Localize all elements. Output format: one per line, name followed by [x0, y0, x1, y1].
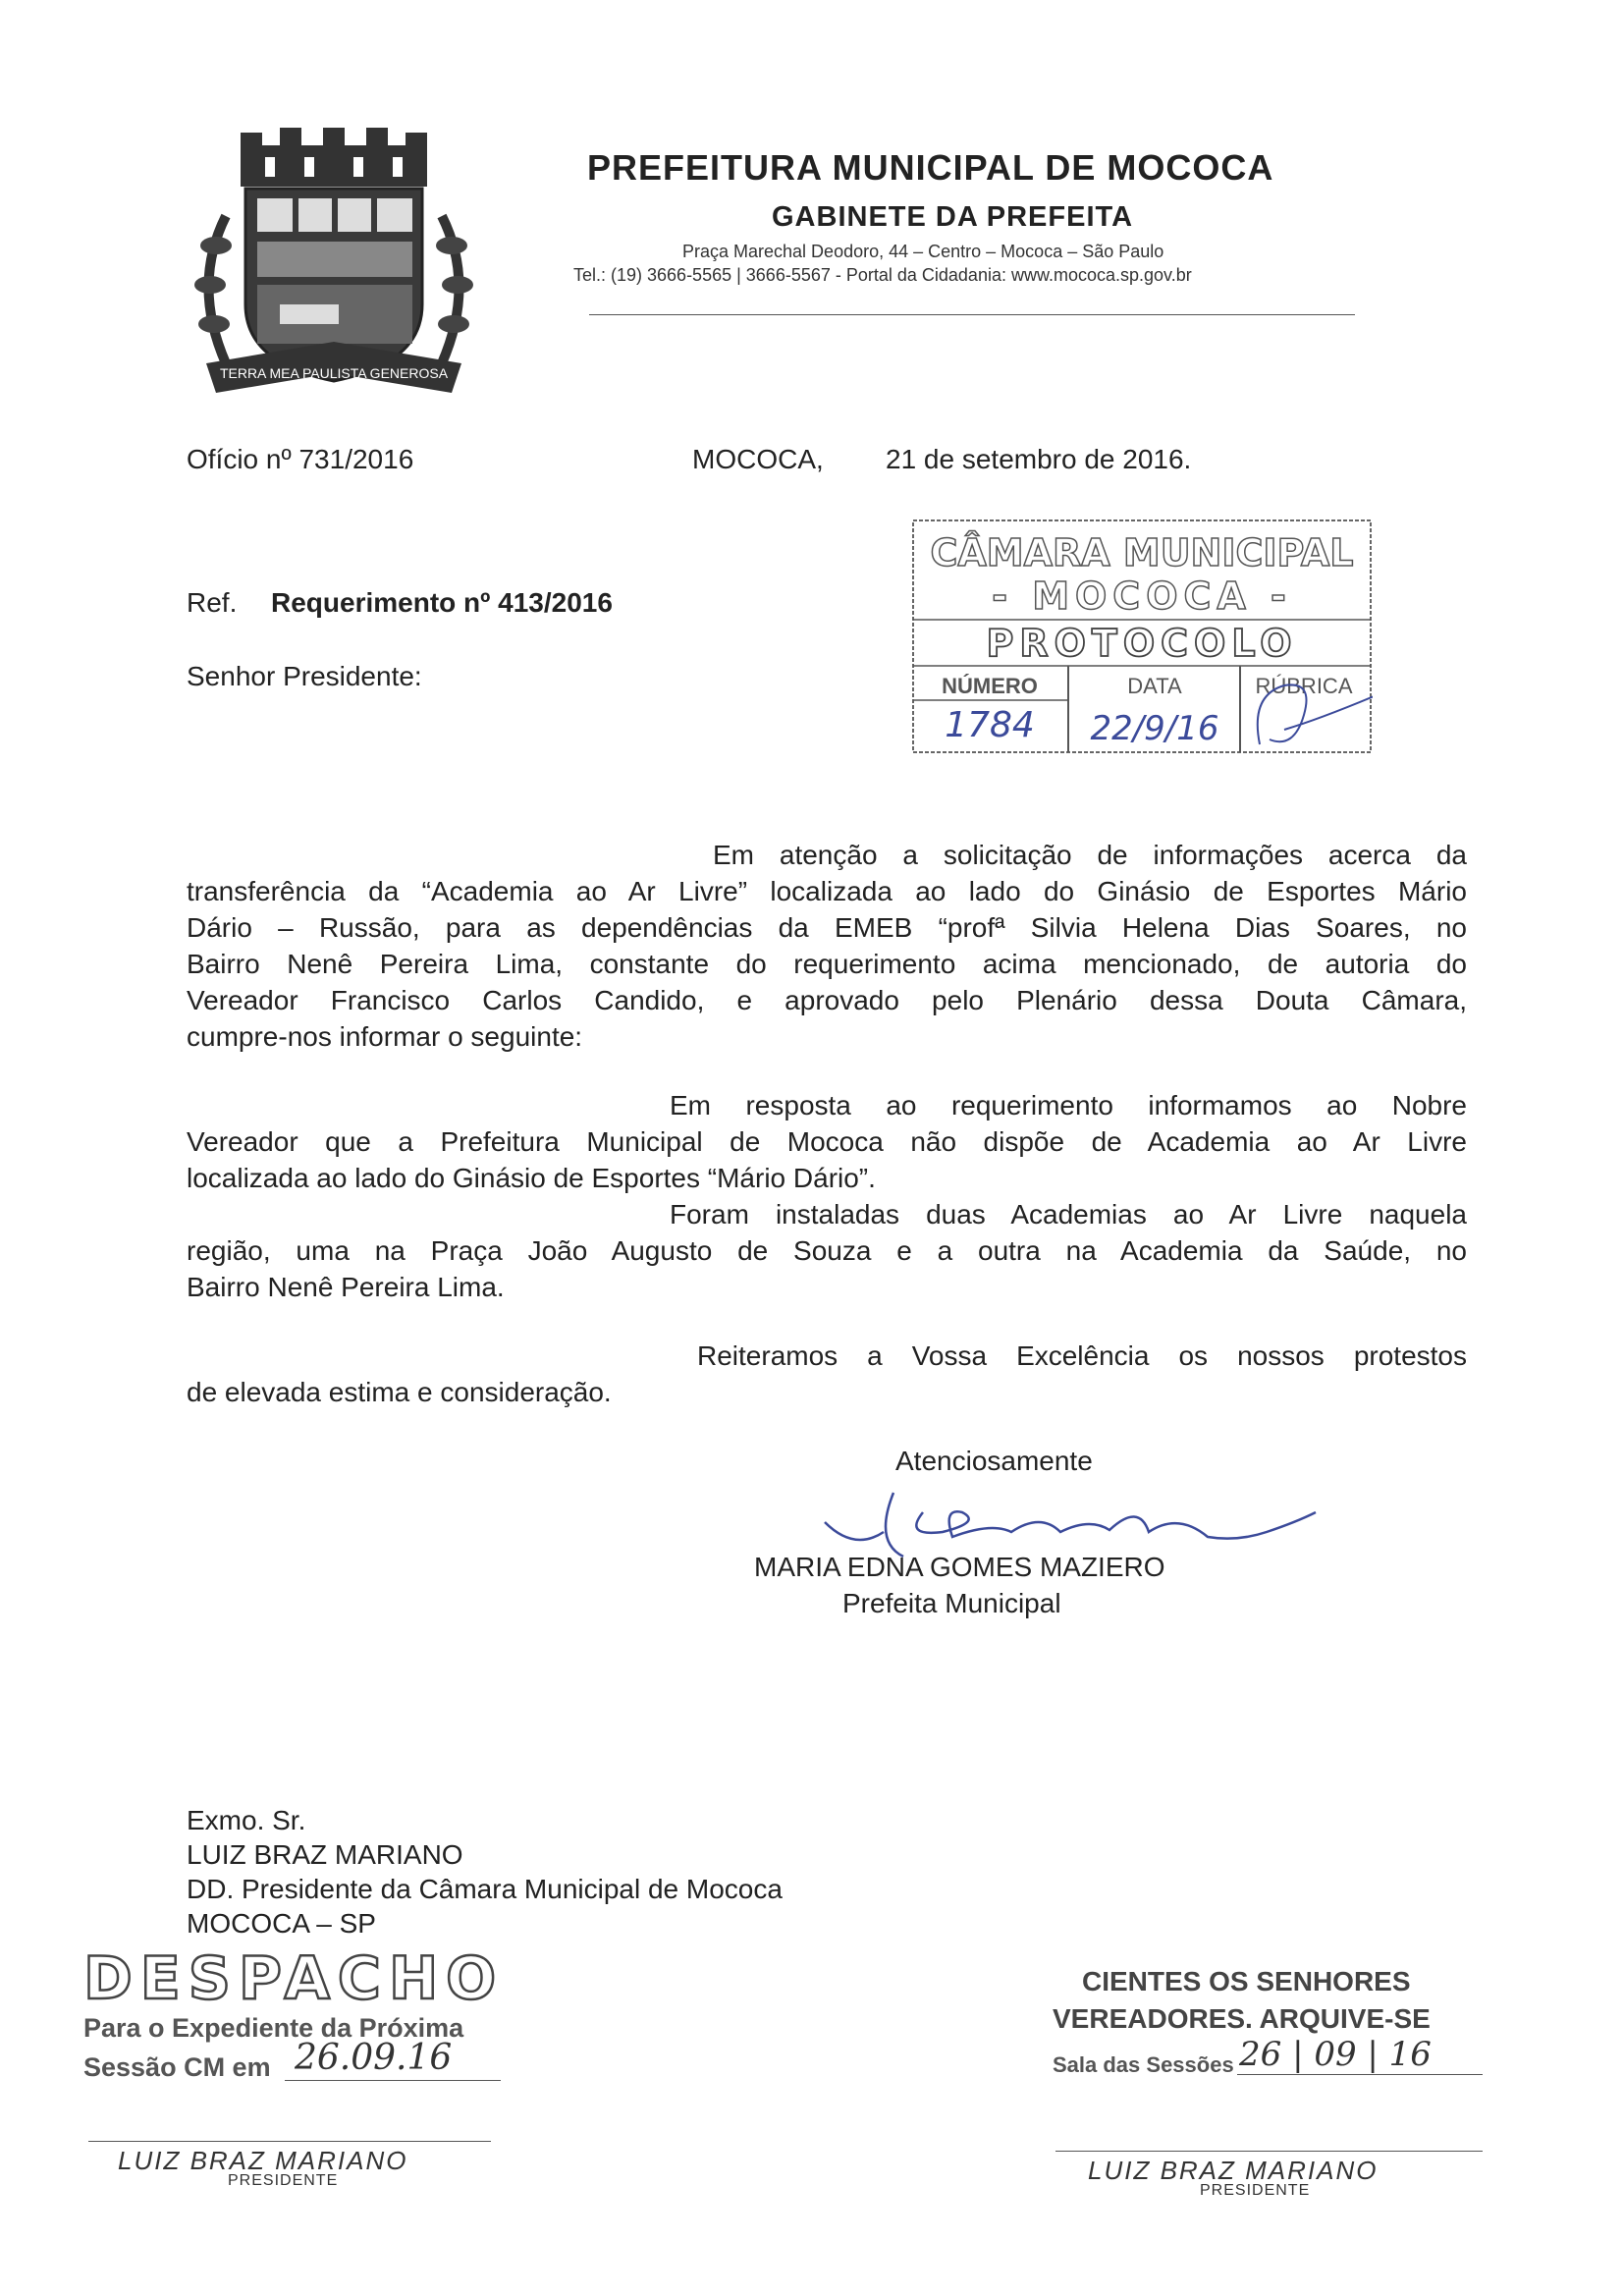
stamp-data-value: 22/9/16	[1090, 709, 1219, 748]
crest-motto: TERRA MEA PAULISTA GENEROSA	[219, 365, 449, 381]
header-divider	[589, 314, 1355, 315]
recipient-line-2: LUIZ BRAZ MARIANO	[187, 1839, 463, 1870]
paragraph-1-line-4: Bairro Nenê Pereira Lima, constante do requerimento acima mencionado, de autoria do	[187, 949, 1467, 979]
despacho-stamp-title: DESPACHO	[83, 1944, 505, 2013]
letterhead-title: PREFEITURA MUNICIPAL DE MOCOCA	[587, 147, 1274, 188]
despacho-line-1: Para o Expediente da Próxima	[83, 2013, 464, 2043]
paragraph-1-line-5: Vereador Francisco Carlos Candido, e aprovado pelo Plenário dessa Douta Câmara,	[187, 985, 1467, 1015]
left-signature-name: LUIZ BRAZ MARIANO	[118, 2146, 408, 2175]
letterhead-subtitle: GABINETE DA PREFEITA	[772, 201, 1134, 233]
paragraph-2-line-3: localizada ao lado do Ginásio de Esportes “Mário Dário”.	[187, 1163, 876, 1193]
signer-name: MARIA EDNA GOMES MAZIERO	[754, 1552, 1165, 1582]
right-signature-role: PRESIDENTE	[1200, 2182, 1311, 2199]
letter-date: 21 de setembro de 2016.	[886, 444, 1192, 474]
stamp-col-data: DATA	[1127, 674, 1182, 698]
paragraph-4-line-2: de elevada estima e consideração.	[187, 1377, 612, 1407]
paragraph-1-line-3: Dário – Russão, para as dependências da EMEB “profª Silvia Helena Dias Soares, no	[187, 912, 1467, 943]
reference-label: Ref.	[187, 587, 238, 618]
letterhead-contact: Tel.: (19) 3666-5565 | 3666-5567 - Portal da Cidadania: www.mococa.sp.gov.br	[573, 265, 1192, 285]
salutation: Senhor Presidente:	[187, 661, 422, 691]
stamp-line-2: - MOCOCA -	[992, 574, 1292, 618]
stamp-line-3: PROTOCOLO	[986, 622, 1298, 665]
paragraph-4-line-1: Reiteramos a Vossa Excelência os nossos protestos	[697, 1340, 1467, 1371]
protocol-stamp	[911, 519, 1373, 754]
oficio-number: Ofício nº 731/2016	[187, 444, 414, 474]
paragraph-1-line-6: cumpre-nos informar o seguinte:	[187, 1021, 583, 1052]
despacho-date-line	[285, 2080, 501, 2081]
cientes-line-2: VEREADORES. ARQUIVE-SE	[1053, 2003, 1431, 2034]
cientes-handwritten-date: 26 | 09 | 16	[1239, 2035, 1432, 2074]
despacho-handwritten-date: 26.09.16	[295, 2038, 453, 2078]
letterhead-address: Praça Marechal Deodoro, 44 – Centro – Mococa – São Paulo	[682, 242, 1164, 261]
stamp-col-numero: NÚMERO	[942, 674, 1038, 698]
cientes-line-1: CIENTES OS SENHORES	[1082, 1966, 1411, 1996]
paragraph-3-line-2: região, uma na Praça João Augusto de Souza e a outra na Academia da Saúde, no	[187, 1235, 1467, 1266]
stamp-col-rubrica: RÚBRICA	[1255, 674, 1353, 698]
cientes-line-3: Sala das Sessões	[1053, 2052, 1234, 2077]
city-name: MOCOCA,	[692, 444, 824, 474]
paragraph-3-line-1: Foram instaladas duas Academias ao Ar Livre naquela	[670, 1199, 1467, 1230]
paragraph-1-line-2: transferência da “Academia ao Ar Livre” localizada ao lado do Ginásio de Esportes Mário	[187, 876, 1467, 906]
recipient-line-4: MOCOCA – SP	[187, 1908, 376, 1939]
cientes-date-line	[1237, 2074, 1483, 2075]
coat-of-arms-logo	[187, 128, 481, 422]
left-signature-role: PRESIDENTE	[228, 2172, 339, 2189]
recipient-line-3: DD. Presidente da Câmara Municipal de Mococa	[187, 1874, 783, 1904]
signer-role: Prefeita Municipal	[842, 1588, 1061, 1618]
paragraph-2-line-2: Vereador que a Prefeitura Municipal de Mococa não dispõe de Academia ao Ar Livre	[187, 1126, 1467, 1157]
despacho-line-2: Sessão CM em	[83, 2052, 271, 2082]
closing-text: Atenciosamente	[895, 1446, 1093, 1476]
paragraph-2-line-1: Em resposta ao requerimento informamos ao Nobre	[670, 1090, 1467, 1121]
paragraph-3-line-3: Bairro Nenê Pereira Lima.	[187, 1272, 505, 1302]
right-signature-line	[1055, 2151, 1483, 2152]
stamp-line-1: CÂMARA MUNICIPAL	[930, 531, 1354, 574]
mayor-handwritten-signature	[815, 1483, 1325, 1561]
recipient-line-1: Exmo. Sr.	[187, 1805, 306, 1835]
stamp-numero-value: 1784	[945, 705, 1035, 745]
right-signature-name: LUIZ BRAZ MARIANO	[1088, 2156, 1379, 2185]
left-signature-line	[88, 2141, 491, 2142]
paragraph-1-line-1: Em atenção a solicitação de informações acerca da	[713, 840, 1467, 870]
reference-value: Requerimento nº 413/2016	[271, 587, 613, 618]
